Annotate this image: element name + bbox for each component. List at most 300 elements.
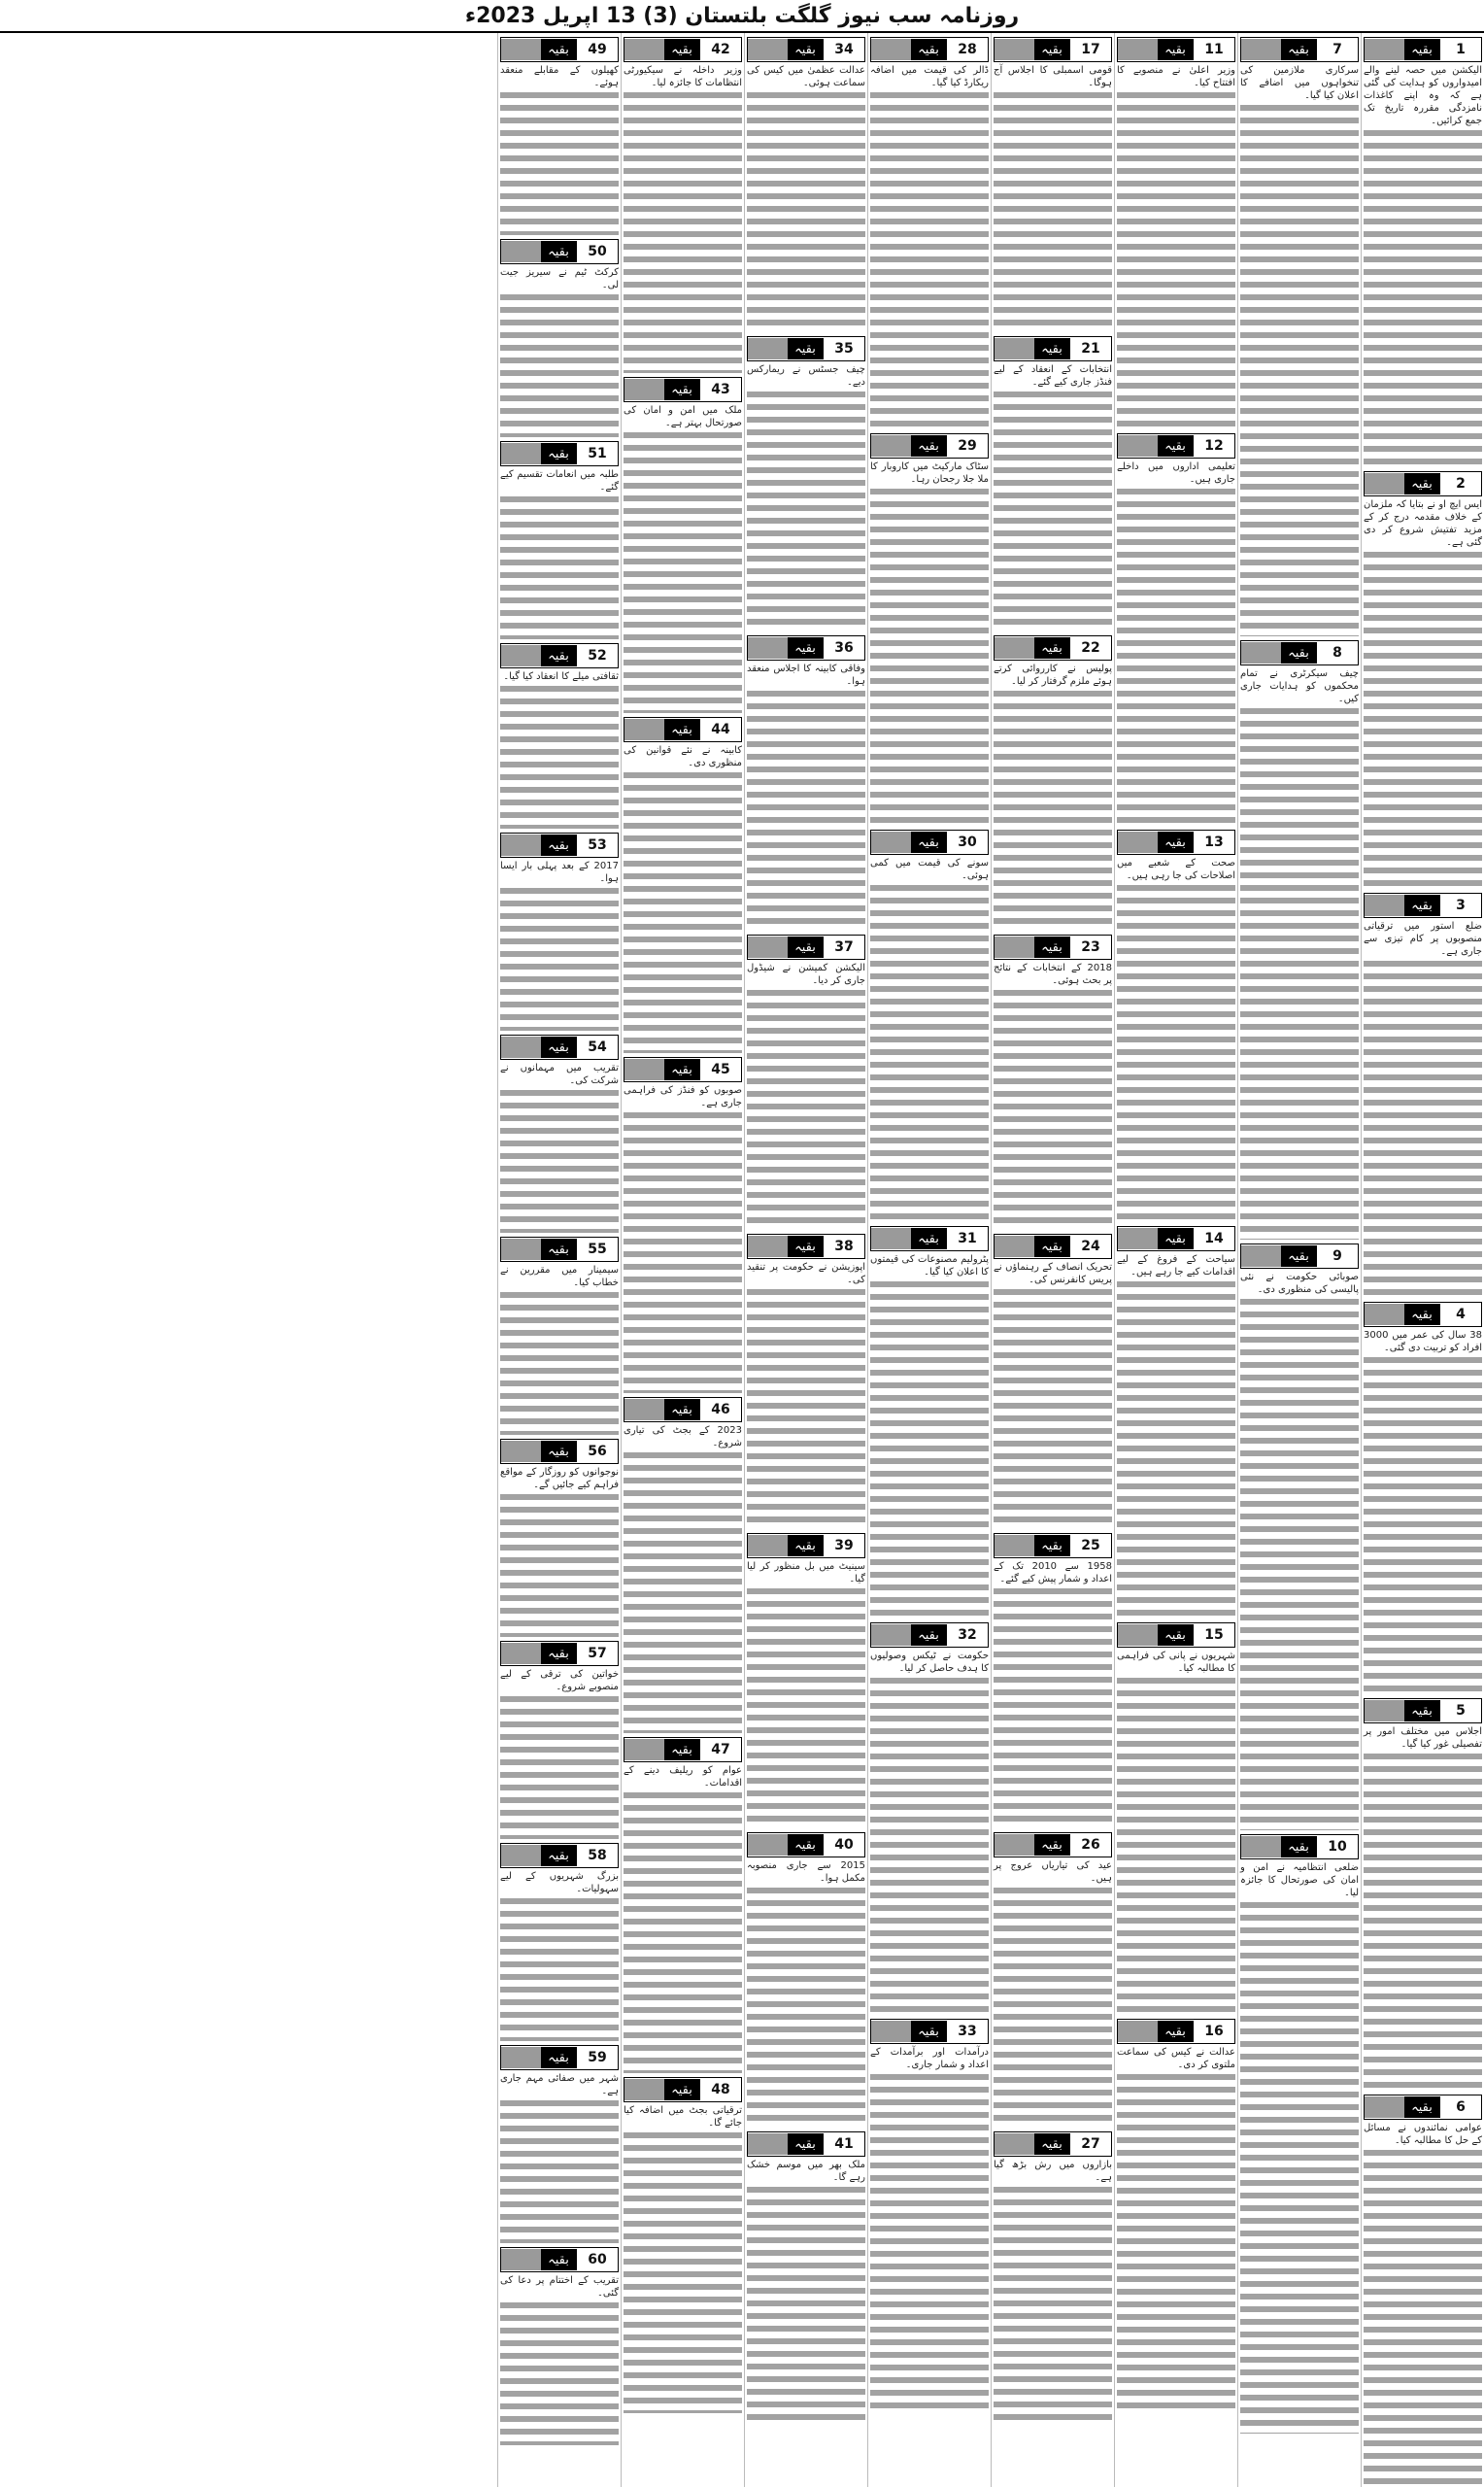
- marker-label: بقیہ: [664, 379, 699, 400]
- marker-label: بقیہ: [788, 937, 823, 958]
- marker-label: بقیہ: [911, 435, 946, 457]
- marker-bar: [748, 1834, 788, 1856]
- continuation-marker: [1117, 433, 1235, 459]
- marker-label: بقیہ: [1034, 1834, 1069, 1856]
- continuation-marker: [747, 2131, 865, 2157]
- continuation-marker: [747, 37, 865, 62]
- article-text: 2018 کے انتخابات کے نتائج پر بحث ہوئی۔: [994, 963, 1112, 986]
- marker-label: بقیہ: [1281, 39, 1316, 60]
- continuation-marker: [747, 1234, 865, 1259]
- marker-label: بقیہ: [1158, 2021, 1193, 2042]
- article-text: وزیر اعلیٰ نے منصوبے کا افتتاح کیا۔: [1117, 65, 1235, 88]
- continuation-marker: [500, 2045, 619, 2070]
- marker-bar: [501, 835, 541, 856]
- marker-number: 32: [946, 1624, 988, 1646]
- marker-number: 6: [1439, 2096, 1481, 2118]
- text-lines: [747, 987, 865, 1230]
- marker-bar: [995, 338, 1034, 359]
- article-text: کابینہ نے نئے قوانین کی منظوری دی۔: [624, 745, 742, 768]
- continuation-marker: [1117, 1622, 1235, 1648]
- marker-label: بقیہ: [541, 2047, 576, 2068]
- article-text: تحریک انصاف کے رہنماؤں نے پریس کانفرنس کی۔: [994, 1262, 1112, 1285]
- continuation-marker: [1364, 1302, 1482, 1327]
- article-text: عید کی تیاریاں عروج پر ہیں۔: [994, 1860, 1112, 1884]
- text-lines: [870, 1675, 989, 2015]
- article-text: ثقافتی میلے کا انعقاد کیا گیا۔: [503, 671, 619, 682]
- marker-bar: [748, 39, 788, 60]
- marker-label: بقیہ: [1158, 39, 1193, 60]
- article-text: شہریوں نے پانی کی فراہمی کا مطالبہ کیا۔: [1117, 1651, 1235, 1674]
- article-text: کھیلوں کے مقابلے منعقد ہوئے۔: [500, 65, 619, 88]
- article-text: طلبہ میں انعامات تقسیم کیے گئے۔: [500, 469, 619, 493]
- marker-number: 1: [1439, 39, 1481, 60]
- article-text: سونے کی قیمت میں کمی ہوئی۔: [870, 858, 989, 881]
- marker-bar: [501, 645, 541, 666]
- continuation-marker: [500, 2247, 619, 2272]
- continuation-marker: [994, 1234, 1112, 1259]
- marker-number: 21: [1069, 338, 1111, 359]
- article-text: تقریب کے اختتام پر دعا کی گئی۔: [500, 2275, 619, 2299]
- marker-number: 26: [1069, 1834, 1111, 1856]
- text-lines: [500, 1289, 619, 1435]
- marker-number: 9: [1316, 1245, 1358, 1267]
- article-text: اجلاس میں مختلف امور پر تفصیلی غور کیا گیا۔: [1364, 1726, 1482, 1750]
- text-lines: [624, 769, 742, 1053]
- marker-label: بقیہ: [1404, 895, 1439, 916]
- text-lines: [870, 89, 989, 429]
- marker-bar: [501, 2249, 541, 2270]
- article-text: وزیر داخلہ نے سیکیورٹی انتظامات کا جائزہ لیا۔: [624, 65, 742, 88]
- text-lines: [870, 2071, 989, 2411]
- text-lines: [1364, 1354, 1482, 1694]
- marker-label: بقیہ: [788, 39, 823, 60]
- article-text: 2015 سے جاری منصوبہ مکمل ہوا۔: [747, 1860, 865, 1884]
- article-text: 2017 کے بعد پہلی بار ایسا ہوا۔: [500, 861, 619, 884]
- marker-label: بقیہ: [911, 1624, 946, 1646]
- continuation-marker: [1117, 2019, 1235, 2044]
- marker-bar: [501, 1239, 541, 1260]
- text-lines: [1240, 102, 1359, 636]
- continuation-marker: [624, 37, 742, 62]
- continuation-marker: [1240, 37, 1359, 62]
- continuation-marker: [500, 37, 619, 62]
- continuation-marker: [500, 1439, 619, 1464]
- marker-label: بقیہ: [1281, 1836, 1316, 1857]
- marker-number: 10: [1316, 1836, 1358, 1857]
- article-text: ڈالر کی قیمت میں اضافہ ریکارڈ کیا گیا۔: [870, 65, 989, 88]
- marker-bar: [995, 2133, 1034, 2155]
- article-text: نوجوانوں کو روزگار کے مواقع فراہم کیے جائیں گے۔: [500, 1467, 619, 1490]
- marker-bar: [624, 39, 664, 60]
- text-lines: [994, 2184, 1112, 2427]
- article-text: صوبوں کو فنڈز کی فراہمی جاری ہے۔: [624, 1085, 742, 1108]
- marker-bar: [995, 937, 1034, 958]
- continuation-marker: [500, 833, 619, 858]
- article-text: تقریب میں مہمانوں نے شرکت کی۔: [500, 1063, 619, 1086]
- marker-number: 40: [823, 1834, 864, 1856]
- text-lines: [870, 1278, 989, 1618]
- marker-number: 43: [699, 379, 741, 400]
- continuation-marker: [1364, 2095, 1482, 2120]
- text-lines: [500, 89, 619, 235]
- article-text: 2023 کے بجٹ کی تیاری شروع۔: [624, 1425, 742, 1448]
- news-column: [1237, 33, 1361, 2487]
- masthead: [0, 0, 1484, 33]
- marker-number: 31: [946, 1228, 988, 1249]
- article-text: شہر میں صفائی مہم جاری ہے۔: [500, 2073, 619, 2096]
- marker-number: 45: [699, 1059, 741, 1080]
- text-lines: [1117, 1675, 1235, 2015]
- marker-label: بقیہ: [1404, 473, 1439, 494]
- continuation-marker: [500, 239, 619, 264]
- continuation-marker: [747, 1533, 865, 1558]
- marker-number: 25: [1069, 1535, 1111, 1556]
- continuation-marker: [994, 1832, 1112, 1857]
- text-lines: [500, 1491, 619, 1637]
- article-text: سیمینار میں مقررین نے خطاب کیا۔: [500, 1265, 619, 1288]
- marker-number: 34: [823, 39, 864, 60]
- marker-label: بقیہ: [1034, 338, 1069, 359]
- marker-number: 4: [1439, 1304, 1481, 1325]
- marker-number: 49: [576, 39, 618, 60]
- marker-bar: [871, 1624, 911, 1646]
- marker-bar: [871, 435, 911, 457]
- marker-bar: [748, 637, 788, 659]
- marker-label: بقیہ: [1158, 1624, 1193, 1646]
- marker-number: 54: [576, 1037, 618, 1058]
- continuation-marker: [1364, 1698, 1482, 1723]
- marker-number: 53: [576, 835, 618, 856]
- marker-number: 33: [946, 2021, 988, 2042]
- marker-label: بقیہ: [541, 1643, 576, 1664]
- text-lines: [500, 885, 619, 1031]
- marker-label: بقیہ: [1281, 642, 1316, 664]
- text-lines: [500, 2300, 619, 2445]
- article-text: بزرگ شہریوں کے لیے سہولیات۔: [500, 1871, 619, 1894]
- marker-label: بقیہ: [911, 39, 946, 60]
- marker-label: بقیہ: [1404, 2096, 1439, 2118]
- article-text: قومی اسمبلی کا اجلاس آج ہوگا۔: [994, 65, 1112, 88]
- article-text: ایس ایچ او نے بتایا کہ ملزمان کے خلاف مقدمہ درج کر کے مزید تفتیش شروع کر دی گئی ہے۔: [1364, 499, 1482, 548]
- text-lines: [1240, 1296, 1359, 1830]
- text-lines: [1364, 2147, 1482, 2487]
- continuation-marker: [747, 336, 865, 361]
- continuation-marker: [1240, 640, 1359, 665]
- marker-bar: [1365, 895, 1404, 916]
- marker-label: بقیہ: [664, 1399, 699, 1420]
- continuation-marker: [1240, 1244, 1359, 1269]
- text-lines: [1117, 882, 1235, 1222]
- marker-number: 16: [1193, 2021, 1234, 2042]
- text-lines: [994, 1585, 1112, 1828]
- marker-label: بقیہ: [541, 645, 576, 666]
- article-text: ضلعی انتظامیہ نے امن و امان کی صورتحال کا جائزہ لیا۔: [1240, 1862, 1359, 1898]
- article-text: چیف سیکرٹری نے تمام محکموں کو ہدایات جاری کیں۔: [1240, 668, 1359, 704]
- marker-bar: [624, 2079, 664, 2100]
- news-column: [744, 33, 867, 2487]
- continuation-marker: [870, 37, 989, 62]
- marker-label: بقیہ: [1158, 1228, 1193, 1249]
- marker-label: بقیہ: [788, 1834, 823, 1856]
- marker-label: بقیہ: [664, 719, 699, 740]
- text-lines: [870, 882, 989, 1222]
- marker-number: 5: [1439, 1700, 1481, 1721]
- marker-number: 56: [576, 1441, 618, 1462]
- marker-number: 11: [1193, 39, 1234, 60]
- marker-label: بقیہ: [541, 2249, 576, 2270]
- marker-label: بقیہ: [1034, 637, 1069, 659]
- marker-number: 15: [1193, 1624, 1234, 1646]
- continuation-marker: [500, 1237, 619, 1262]
- continuation-marker: [870, 433, 989, 459]
- marker-bar: [1241, 1836, 1281, 1857]
- marker-bar: [1241, 1245, 1281, 1267]
- marker-label: بقیہ: [541, 835, 576, 856]
- article-text: 38 سال کی عمر میں 3000 افراد کو تربیت دی گئی۔: [1364, 1330, 1482, 1353]
- continuation-marker: [747, 635, 865, 661]
- news-column: [621, 33, 744, 2487]
- marker-label: بقیہ: [541, 39, 576, 60]
- text-lines: [870, 486, 989, 826]
- marker-label: بقیہ: [788, 1236, 823, 1257]
- marker-bar: [624, 1739, 664, 1760]
- marker-number: 2: [1439, 473, 1481, 494]
- article-text: تعلیمی اداروں میں داخلے جاری ہیں۔: [1117, 461, 1235, 485]
- article-text: پولیس نے کارروائی کرتے ہوئے ملزم گرفتار کر لیا۔: [994, 664, 1112, 687]
- marker-bar: [995, 637, 1034, 659]
- marker-bar: [871, 1228, 911, 1249]
- article-text: صوبائی حکومت نے نئی پالیسی کی منظوری دی۔: [1240, 1272, 1359, 1295]
- marker-number: 57: [576, 1643, 618, 1664]
- text-lines: [500, 291, 619, 437]
- marker-bar: [501, 1441, 541, 1462]
- marker-number: 36: [823, 637, 864, 659]
- article-text: بازاروں میں رش بڑھ گیا ہے۔: [994, 2160, 1112, 2183]
- marker-label: بقیہ: [788, 2133, 823, 2155]
- marker-bar: [748, 338, 788, 359]
- marker-number: 52: [576, 645, 618, 666]
- marker-label: بقیہ: [541, 443, 576, 464]
- continuation-marker: [624, 2077, 742, 2102]
- article-text: چیف جسٹس نے ریمارکس دیے۔: [747, 364, 865, 388]
- marker-bar: [1118, 39, 1158, 60]
- marker-bar: [748, 2133, 788, 2155]
- article-text: سینیٹ میں بل منظور کر لیا گیا۔: [747, 1561, 865, 1584]
- article-text: وفاقی کابینہ کا اجلاس منعقد ہوا۔: [747, 664, 865, 687]
- text-lines: [500, 1087, 619, 1233]
- marker-label: بقیہ: [1034, 1535, 1069, 1556]
- marker-bar: [501, 1643, 541, 1664]
- text-lines: [994, 389, 1112, 631]
- continuation-marker: [870, 1622, 989, 1648]
- continuation-marker: [870, 1226, 989, 1251]
- news-column: [991, 33, 1114, 2487]
- continuation-marker: [994, 635, 1112, 661]
- marker-label: بقیہ: [1404, 1304, 1439, 1325]
- marker-label: بقیہ: [1034, 2133, 1069, 2155]
- marker-number: 59: [576, 2047, 618, 2068]
- marker-number: 8: [1316, 642, 1358, 664]
- article-text: ملک بھر میں موسم خشک رہے گا۔: [747, 2160, 865, 2183]
- text-lines: [994, 89, 1112, 332]
- marker-label: بقیہ: [541, 1441, 576, 1462]
- article-text: ضلع استور میں ترقیاتی منصوبوں پر کام تیزی سے جاری ہے۔: [1364, 921, 1482, 957]
- marker-label: بقیہ: [788, 1535, 823, 1556]
- marker-number: 24: [1069, 1236, 1111, 1257]
- continuation-marker: [870, 830, 989, 855]
- article-text: سرکاری ملازمین کی تنخواہوں میں اضافے کا اعلان کیا گیا۔: [1240, 65, 1359, 101]
- marker-bar: [748, 937, 788, 958]
- article-text: صحت کے شعبے میں اصلاحات کی جا رہی ہیں۔: [1117, 858, 1235, 881]
- marker-bar: [995, 1236, 1034, 1257]
- marker-label: بقیہ: [1404, 39, 1439, 60]
- text-lines: [500, 683, 619, 829]
- text-lines: [500, 494, 619, 639]
- article-text: کرکٹ ٹیم نے سیریز جیت لی۔: [500, 267, 619, 290]
- marker-label: بقیہ: [788, 338, 823, 359]
- continuation-marker: [1364, 471, 1482, 496]
- marker-bar: [1365, 473, 1404, 494]
- article-text: اپوزیشن نے حکومت پر تنقید کی۔: [747, 1262, 865, 1285]
- article-text: انتخابات کے انعقاد کے لیے فنڈز جاری کیے گئے۔: [994, 364, 1112, 388]
- text-lines: [624, 429, 742, 713]
- continuation-marker: [1117, 830, 1235, 855]
- marker-bar: [1118, 1624, 1158, 1646]
- text-lines: [1117, 486, 1235, 826]
- continuation-marker: [500, 1641, 619, 1666]
- marker-label: بقیہ: [541, 1239, 576, 1260]
- marker-label: بقیہ: [1034, 937, 1069, 958]
- newspaper-page: [0, 33, 1484, 2487]
- continuation-marker: [994, 37, 1112, 62]
- text-lines: [1240, 1899, 1359, 2434]
- article-text: پٹرولیم مصنوعات کی قیمتوں کا اعلان کیا گیا۔: [870, 1254, 989, 1278]
- text-lines: [747, 1585, 865, 1828]
- marker-label: بقیہ: [1404, 1700, 1439, 1721]
- article-text: الیکشن کمیشن نے شیڈول جاری کر دیا۔: [747, 963, 865, 986]
- marker-number: 51: [576, 443, 618, 464]
- text-lines: [747, 389, 865, 631]
- text-lines: [994, 987, 1112, 1230]
- continuation-marker: [994, 336, 1112, 361]
- news-column: [1361, 33, 1484, 2487]
- article-text: ترقیاتی بجٹ میں اضافہ کیا جائے گا۔: [624, 2105, 742, 2129]
- marker-bar: [501, 39, 541, 60]
- marker-label: بقیہ: [541, 1037, 576, 1058]
- marker-bar: [624, 719, 664, 740]
- marker-number: 35: [823, 338, 864, 359]
- marker-label: بقیہ: [1034, 1236, 1069, 1257]
- marker-bar: [748, 1535, 788, 1556]
- marker-bar: [1365, 2096, 1404, 2118]
- marker-number: 46: [699, 1399, 741, 1420]
- marker-bar: [624, 1059, 664, 1080]
- marker-label: بقیہ: [788, 637, 823, 659]
- marker-bar: [748, 1236, 788, 1257]
- article-text: عوامی نمائندوں نے مسائل کے حل کا مطالبہ کیا۔: [1364, 2123, 1482, 2146]
- text-lines: [1240, 705, 1359, 1240]
- text-lines: [1364, 549, 1482, 889]
- marker-label: بقیہ: [1034, 39, 1069, 60]
- text-lines: [994, 1885, 1112, 2128]
- text-lines: [500, 1693, 619, 1839]
- marker-number: 17: [1069, 39, 1111, 60]
- continuation-marker: [747, 935, 865, 960]
- text-lines: [500, 2097, 619, 2243]
- page-title: روزنامہ سب نیوز گلگت بلتستان (3) 13 اپریل 2023ء: [464, 3, 1020, 28]
- article-text: خواتین کی ترقی کے لیے منصوبے شروع۔: [500, 1669, 619, 1692]
- marker-number: 27: [1069, 2133, 1111, 2155]
- marker-label: بقیہ: [911, 2021, 946, 2042]
- text-lines: [624, 2129, 742, 2413]
- news-column: [867, 33, 991, 2487]
- text-lines: [1364, 1751, 1482, 2091]
- continuation-marker: [500, 1035, 619, 1060]
- text-lines: [1117, 2071, 1235, 2411]
- text-lines: [500, 1895, 619, 2041]
- marker-number: 60: [576, 2249, 618, 2270]
- marker-bar: [501, 241, 541, 262]
- marker-number: 13: [1193, 832, 1234, 853]
- continuation-marker: [624, 377, 742, 402]
- marker-bar: [871, 39, 911, 60]
- marker-bar: [501, 1037, 541, 1058]
- marker-bar: [1365, 39, 1404, 60]
- marker-bar: [1118, 1228, 1158, 1249]
- article-text: درآمدات اور برآمدات کے اعداد و شمار جاری۔: [870, 2047, 989, 2070]
- text-lines: [1117, 89, 1235, 429]
- text-lines: [1117, 1278, 1235, 1618]
- text-lines: [624, 1789, 742, 2073]
- marker-bar: [1241, 642, 1281, 664]
- marker-bar: [624, 379, 664, 400]
- marker-number: 29: [946, 435, 988, 457]
- article-text: سٹاک مارکیٹ میں کاروبار کا ملا جلا رجحان رہا۔: [870, 461, 989, 485]
- article-text: عدالت نے کیس کی سماعت ملتوی کر دی۔: [1117, 2047, 1235, 2070]
- continuation-marker: [500, 1843, 619, 1868]
- text-lines: [747, 1286, 865, 1529]
- marker-number: 14: [1193, 1228, 1234, 1249]
- marker-number: 48: [699, 2079, 741, 2100]
- marker-label: بقیہ: [541, 241, 576, 262]
- text-lines: [1364, 958, 1482, 1298]
- continuation-marker: [624, 1397, 742, 1422]
- marker-label: بقیہ: [1158, 832, 1193, 853]
- continuation-marker: [500, 643, 619, 668]
- marker-bar: [995, 1834, 1034, 1856]
- continuation-marker: [500, 441, 619, 466]
- marker-label: بقیہ: [664, 39, 699, 60]
- marker-number: 38: [823, 1236, 864, 1257]
- marker-number: 7: [1316, 39, 1358, 60]
- text-lines: [624, 1449, 742, 1733]
- article-text: ملک میں امن و امان کی صورتحال بہتر ہے۔: [624, 405, 742, 428]
- marker-label: بقیہ: [664, 1739, 699, 1760]
- continuation-marker: [624, 1057, 742, 1082]
- article-text: حکومت نے ٹیکس وصولیوں کا ہدف حاصل کر لیا۔: [870, 1651, 989, 1674]
- marker-bar: [1365, 1304, 1404, 1325]
- marker-bar: [501, 443, 541, 464]
- news-column: [1114, 33, 1237, 2487]
- marker-label: بقیہ: [911, 832, 946, 853]
- continuation-marker: [624, 717, 742, 742]
- continuation-marker: [747, 1832, 865, 1857]
- marker-label: بقیہ: [664, 2079, 699, 2100]
- text-lines: [1364, 127, 1482, 467]
- continuation-marker: [994, 2131, 1112, 2157]
- marker-number: 47: [699, 1739, 741, 1760]
- text-lines: [624, 1109, 742, 1393]
